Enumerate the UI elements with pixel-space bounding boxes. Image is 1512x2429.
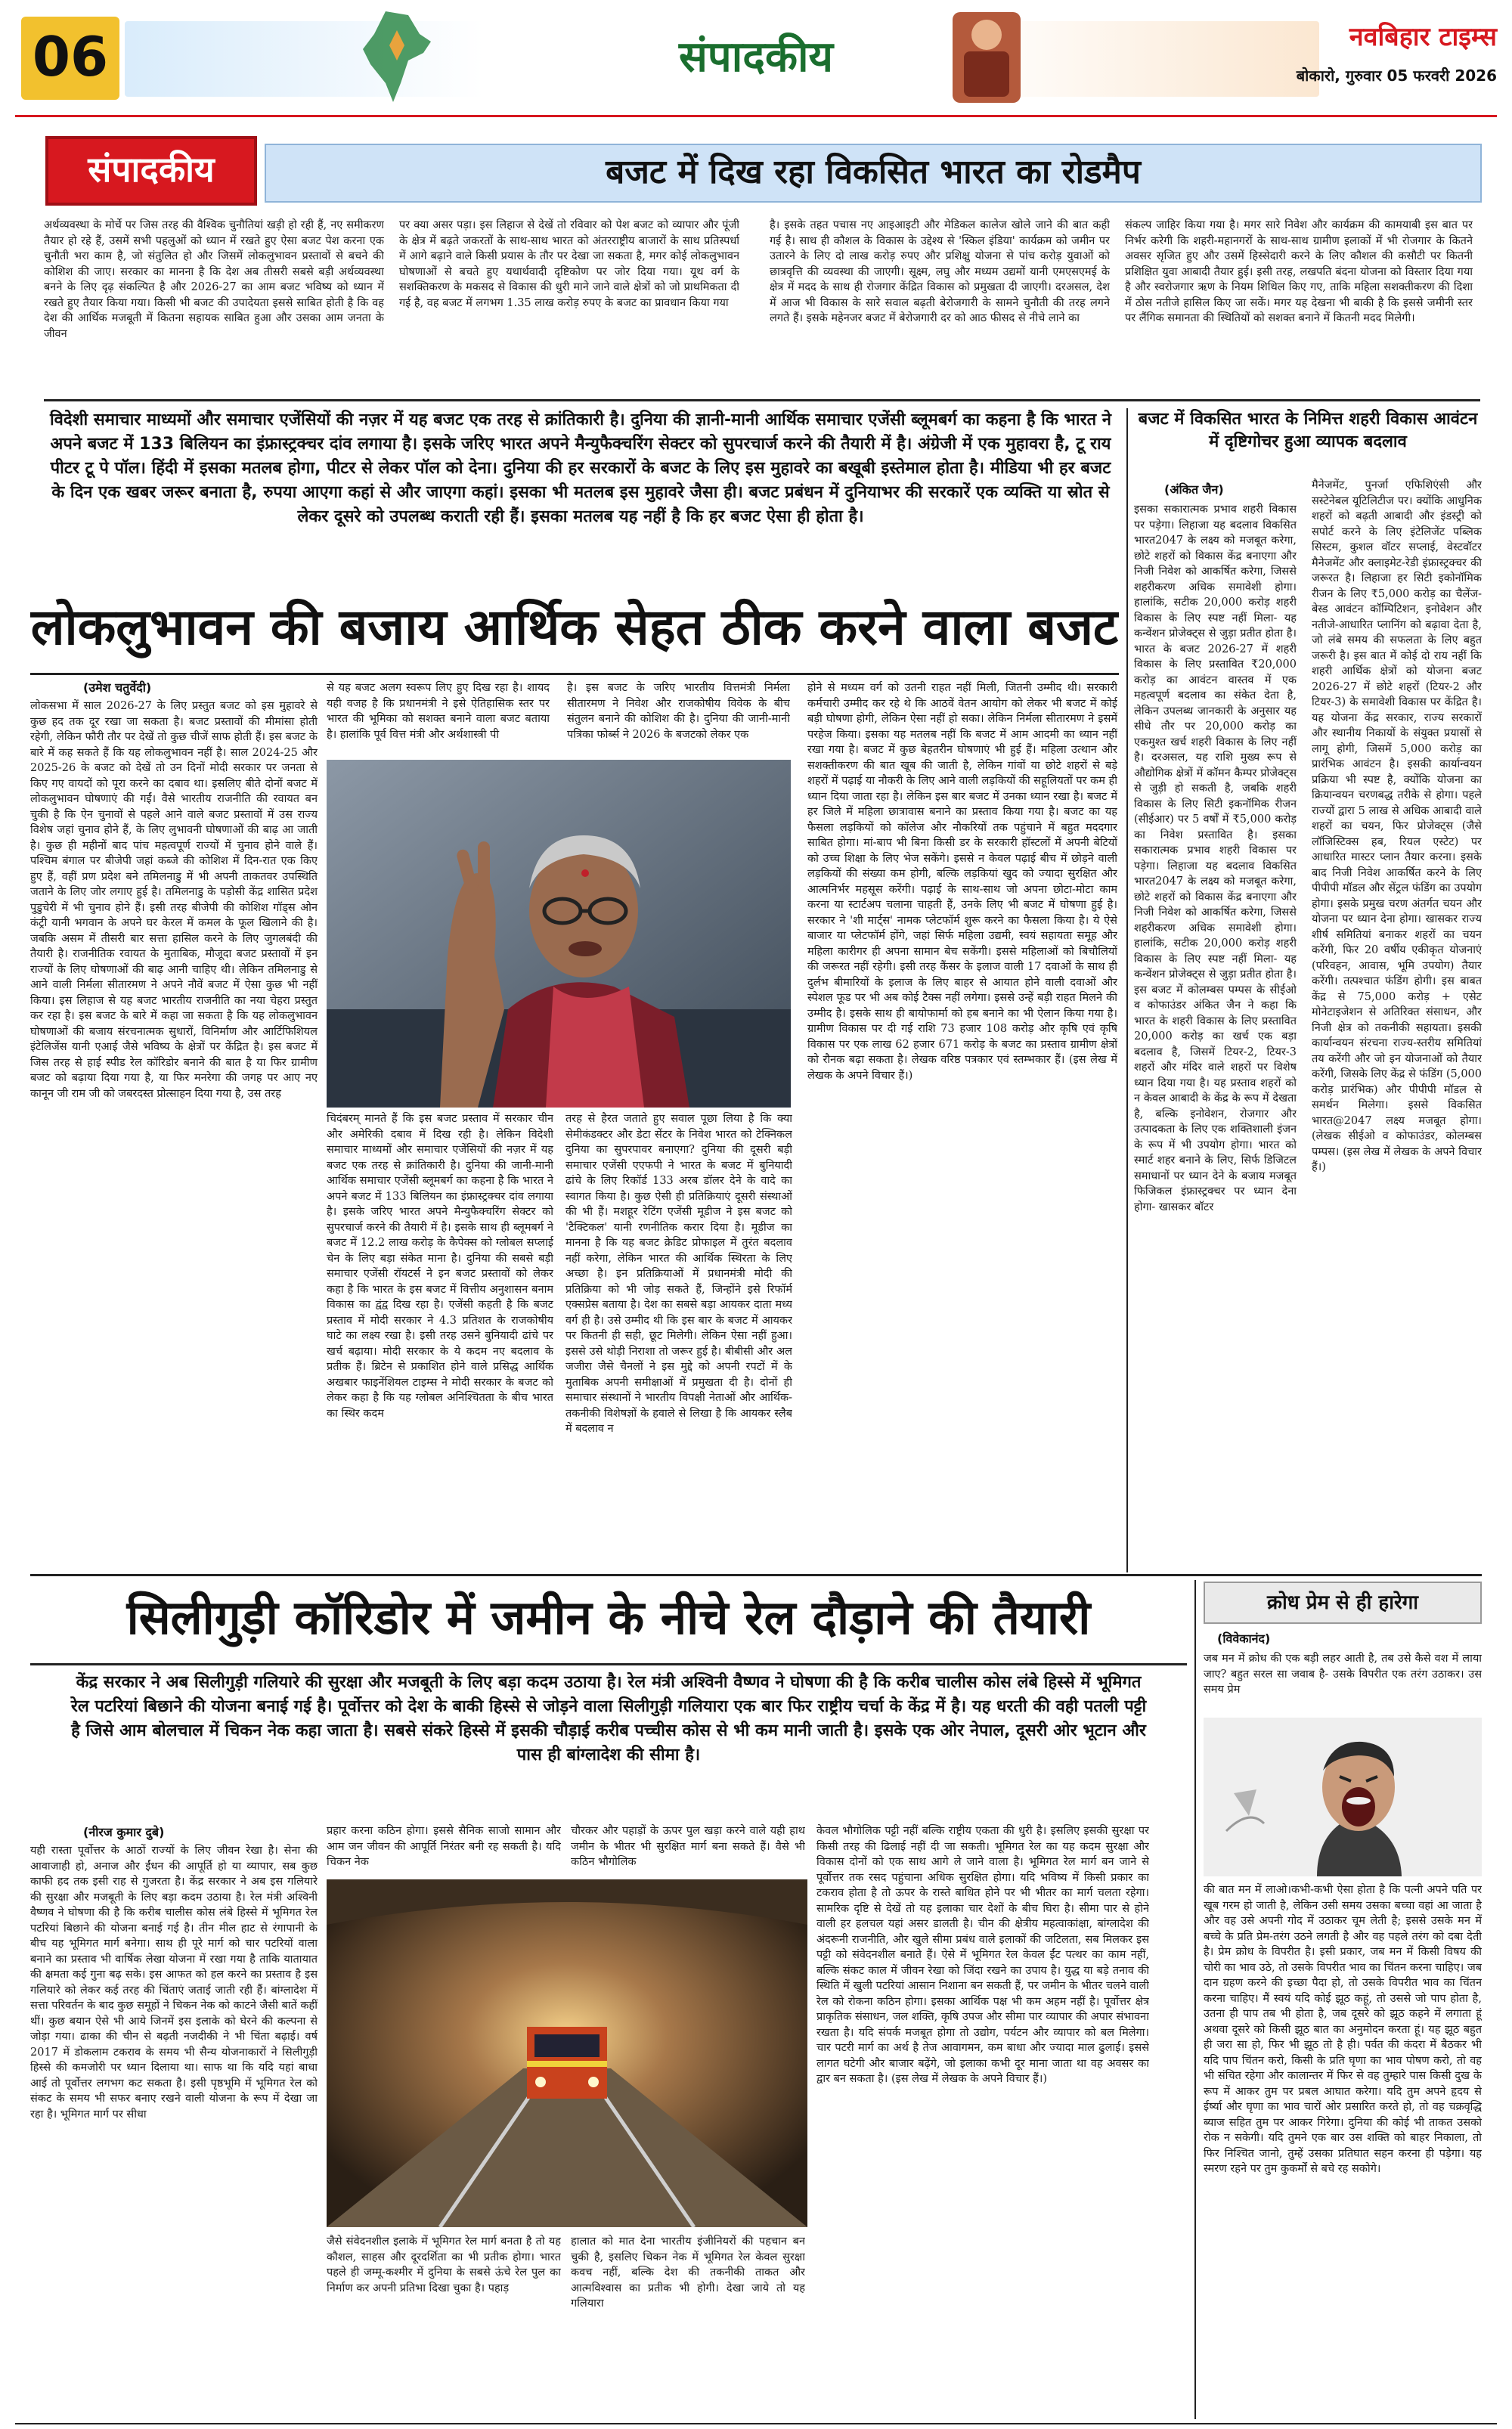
rail-intro: केंद्र सरकार ने अब सिलीगुड़ी गलियारे की सुरक्षा और मजबूती के लिए बड़ा कदम उठाया है। रेल मंत्री अश्विनी वैष्णव ने घोषणा की है कि करीब चालीस कोस लंबे हिस्से में भूमिगत रेल पटरियां बिछाने की योजना बनाई गई है। पूर्वोत्तर को देश के बाकी हिस्से से जोड़ने वाला सिलीगुड़ी गलियारा एक बार फिर राष्ट्रीय चर्चा के केंद्र में है। यह धरती की वही पतली पट्टी है जिसे आम बोलचाल में चिकन नेक कहा जाता है। सबसे संकरे हिस्से में इसकी चौड़ाई करीब पच्चीस कोस से भी कम मानी जाती है। इसके एक ओर नेपाल, दूसरी ओर भूटान और पास ही बांग्लादेश की सीमा है। xyxy=(70,1673,1147,1764)
rail-byline: (नीरज कुमार दुबे) xyxy=(83,1825,165,1839)
page-bottom-rule xyxy=(15,2423,1497,2424)
page-section-title: संपादकीय xyxy=(679,33,833,82)
budget-photo-graphic xyxy=(945,5,1028,103)
lead-lower-column-1: चिदंबरम् मानते हैं कि इस बजट प्रस्ताव में सरकार चीन और अमेरिकी दबाव में दिख रही है। लेकिन विदेशी समाचार माध्यमों और समाचार एजेंसियों की नज़र में यह बजट एक तरह से क्रांतिकारी है। दुनिया की जानी-मानी आर्थिक समाचार एजेंसी ब्लूमबर्ग का कहना है कि भारत ने अपने बजट में 133 बिलियन का इंफ्रास्ट्रक्चर दांव लगाया है। इसके जरिए भारत अपने मैन्युफैक्चरिंग सेक्टर को सुपरचार्ज करने की तैयारी में है। इसके साथ ही ब्लूमबर्ग ने बजट में 12.2 लाख करोड़ के कैपेक्स को ग्लोबल सप्लाई चेन के लिए बड़ा संकेत माना है। दुनिया की सबसे बड़ी समाचार एजेंसी रॉयटर्स ने इन बजट प्रस्तावों को लेकर कहा है कि भारत के इस बजट में वित्तीय अनुशासन बनाम विकास का द्वंद्व दिख रहा है। एजेंसी कहती है कि बजट प्रस्ताव में मोदी सरकार ने 4.3 प्रतिशत के राजकोषीय घाटे का लक्ष्य रखा है। इसी तरह उसने बुनियादी ढांचे पर खर्च बढ़ाया। मोदी सरकार के ये कदम नए बदलाव के प्रतीक हैं। ब्रिटेन से प्रकाशित होने वाले प्रसिद्ध आर्थिक अखबार फाइनेंशियल टाइम्स ने मोदी सरकार के बजट को लेकर कहा है कि यह ग्लोबल अनिश्चितता के बीच भारत का स्थिर कदम xyxy=(327,1113,553,1420)
rail-column-3-top: चौरकर और पहाड़ों के ऊपर पुल खड़ा करने वाले यही हाथ जमीन के भीतर भी सुरक्षित मार्ग बना सकते हैं। वैसे भी कठिन भौगोलिक xyxy=(571,1825,805,1868)
lead-column-3: है। इस बजट के जरिए भारतीय वित्तमंत्री निर्मला सीतारमण ने निवेश और राजकोषीय विवेक के बीच संतुलन बनाने की कोशिश की है। दुनिया की जानी-मानी पत्रिका फोर्ब्स ने 2026 के बजटको लेकर एक xyxy=(567,682,790,741)
lead-intro: विदेशी समाचार माध्यमों और समाचार एजेंसियों की नज़र में यह बजट एक तरह से क्रांतिकारी है। दुनिया की ज्ञानी-मानी आर्थिक समाचार एजेंसी ब्लूमबर्ग का कहना है कि भारत ने अपने बजट में 133 बिलियन का इंफ्रास्ट्रक्चर दांव लगाया है। इसके जरिए भारत अपने मैन्युफैक्चरिंग सेक्टर को सुपरचार्ज करने की तैयारी में है। अंग्रेजी में एक मुहावरा है, टू राय पीटर टू पे पॉल। हिंदी में इसका मतलब होगा, पीटर से लेकर पॉल को देना। दुनिया की हर सरकारों के बजट के लिए इस मुहावरे का बखूबी इस्तेमाल होता है। मीडिया भी हर बजट के दिन एक खबर जरूर बनाता है, रुपया आएगा कहां से और जाएगा कहां। इसका भी मतलब इस मुहावरे जैसा ही। बजट प्रबंधन में दुनियाभर की सरकारें एक व्यक्ति या स्रोत से लेकर दूसरे को उपलब्ध कराती रही हैं। इसका मतलब यह नहीं है कि हर बजट ऐसा ही होता है। xyxy=(49,411,1112,526)
lead-headline-rule xyxy=(30,673,1119,675)
rail-column-1: यही रास्ता पूर्वोत्तर के आठों राज्यों के लिए जीवन रेखा है। सेना की आवाजाही हो, अनाज और ईंधन की आपूर्ति हो या व्यापार, सब कुछ काफी हद तक इसी राह से गुजरता है। केंद्र सरकार ने अब इस गलियारे की सुरक्षा और मजबूती के लिए बड़ा कदम उठाया है। रेल मंत्री अश्विनी वैष्णव ने घोषणा की है कि करीब चालीस कोस लंबे हिस्से में भूमिगत रेल पटरियां बिछाने की योजना बनाई गई है। तीन मील हाट से रंगापानी के बीच यह भूमिगत मार्ग बनेगा। साथ ही पूरे मार्ग को चार पटरियों वाला बनाने का प्रस्ताव भी वार्षिक लेखा योजना में रखा गया है ताकि यातायात की क्षमता कई गुना बढ़ सके। इस आफत को हल करने का प्रस्ताव है इस गलियारे को लेकर कई तरह की चिंताएं जताई जाती रही हैं। बांग्लादेश में सत्ता परिवर्तन के बाद कुछ समूहों ने चिकन नेक को काटने जैसी बातें कहीं थीं। कुछ बयान ऐसे भी आये जिनमें इस इलाके को घेरने की कल्पना से जोड़ा गया। ढाका की चीन से बढ़ती नजदीकी ने भी चिंता बढ़ाई। वर्ष 2017 में डोकलाम टकराव के समय भी सैन्य योजनाकारों ने सिलीगुड़ी हिस्से की कमजोरी पर ध्यान दिलाया था। साफ था कि यदि यहां बाधा आई तो पूर्वोत्तर लगभग कट सकता है। इसी पृष्ठभूमि में भूमिगत रेल को संकट के समय भी सफर बनाए रखने वाली योजना के रूप में देखा जा रहा है। भूमिगत मार्ग पर सीधा xyxy=(30,1845,318,2121)
masthead xyxy=(0,0,1512,136)
editorial-bottom-rule xyxy=(44,399,1480,401)
sidebar-top-headline: बजट में विकसित भारत के निमित्त शहरी विकास आवंटन में दृष्टिगोचर हुआ व्यापक बदलाव xyxy=(1138,410,1478,451)
rail-image-caption: जैसे संवेदनशील इलाके में भूमिगत रेल मार्ग बनता है तो यह कौशल, साहस और दूरदर्शिता का भी प्रतीक होगा। भारत पहले ही जम्मू-कश्मीर में दुनिया के सबसे ऊंचे रेल पुल का निर्माण कर अपनी प्रतिभा दिखा चुका है। पहाड़ xyxy=(327,2235,561,2294)
sidebar-top-column-2: मैनेजमेंट, पुनर्जा एफिशिएंसी और सस्टेनेबल यूटिलिटीज पर। क्योंकि आधुनिक शहरों को बढ़ती आबादी और इंडस्ट्री को सपोर्ट करने के लिए इंटेलिजेंट पब्लिक सिस्टम, कुशल वॉटर सप्लाई, वेस्टवॉटर मैनेजमेंट और क्लाइमेट-रेडी इंफ्रास्ट्रक्चर की जरूरत है। लिहाजा हर सिटी इकोनॉमिक रीजन के लिए ₹5,000 करोड़ का चैलेंज-बेस्ड आवंटन कॉम्पिटिशन, इनोवेशन और नतीजे-आधारित प्लानिंग को बढ़ावा देता है, जो लंबे समय की सफलता के लिए बहुत जरूरी है। इस बात में कोई दो राय नहीं कि शहरी आर्थिक क्षेत्रों को योजना बजट 2026-27 में छोटे शहरों (टियर-2 और टियर-3) के समावेशी विकास पर केंद्रित है। यह योजना केंद्र सरकार, राज्य सरकारों और स्थानीय निकायों के संयुक्त प्रयासों से लागू होगी, जिसमें 5,000 करोड़ का प्रारंभिक आवंटन है। इसकी कार्यान्वयन प्रक्रिया भी स्पष्ट है, क्योंकि योजना का क्रियान्वयन चरणबद्ध तरीके से होगा। पहले राज्यों द्वारा 5 लाख से अधिक आबादी वाले शहरों का चयन, फिर प्रोजेक्ट्स (जैसे लॉजिस्टिक्स हब, रियल एस्टेट) पर आधारित मास्टर प्लान तैयार करना। इसके बाद निजी निवेश आकर्षित करने के लिए पीपीपी मॉडल और सेंट्रल फंडिंग का उपयोग होगा। इसके प्रमुख चरण अंतर्गत चयन और योजना पर ध्यान देना होगा। खासकर राज्य शीर्ष समितियां बनाकर शहरों का चयन करेंगी, फिर 20 वर्षीय एकीकृत योजनाएं (परिवहन, आवास, भूमि उपयोग) तैयार करेंगी। तत्पश्चात फंडिंग होगी। इस बाबत केंद्र से 75,000 करोड़ + एसेट मोनेटाइजेशन से अतिरिक्त संसाधन, और निजी क्षेत्र को तकनीकी सहायता। इसकी कार्यान्वयन संरचना राज्य-स्तरीय समितियां तय करेंगी और जो इन योजनाओं को तैयार करेंगी, जिसके लिए केंद्र से फंडिंग (5,000 करोड़ प्रारंभिक) और पीपीपी मॉडल से समर्थन मिलेगा। इससे विकसित भारत@2047 लक्ष्य मजबूत होगा। (लेखक सीईओ व कोफाउंडर, कोलम्बस पम्पस। (इस लेख में लेखक के अपने विचार हैं।) xyxy=(1312,479,1482,1173)
page-number: 06 xyxy=(32,25,109,88)
rail-tunnel-photo xyxy=(327,1879,807,2227)
sidebar-bottom-body: की बात मन में लाओ।कभी-कभी ऐसा होता है कि पत्नी अपने पति पर खूब गरम हो जाती है, लेकिन उसी समय उसका बच्चा वहां आ जाता है और वह उसे अपनी गोद में उठाकर चूम लेती है; इससे उसके मन में बच्चे के प्रति प्रेम-तरंग उठने लगती है और वह पहले तरंग को दबा देती है। प्रेम क्रोध के विपरीत है। इसी प्रकार, जब मन में किसी विषय की चोरी का भाव उठे, तो उसके विपरीत भाव का चिंतन करना चाहिए। जब दान ग्रहण करने की इच्छा पैदा हो, तो उसके विपरीत भाव का चिंतन करना चाहिए। मैं स्वयं यदि कोई झूठ कहूं, तो उससे जो पाप होता है, उतना ही पाप तब भी होता है, जब दूसरे को झूठ कहने में लगाता हूं अथवा दूसरे को किसी झूठ बात का अनुमोदन करता हूं। यह झूठ बहुत ही जरा सा हो, फिर भी झूठ तो है ही। पर्वत की कंदरा में बैठकर भी यदि पाप चिंतन करो, किसी के प्रति घृणा का भाव पोषण करो, तो वह भी संचित रहेगा और कालान्तर में फिर से वह तुम्हारे पास किसी दुख के रूप में आकर तुम पर प्रबल आघात करेगा। यदि तुम अपने हृदय से ईर्ष्या और घृणा का भाव चारों ओर प्रसारित करते हो, तो वह चक्रवृद्धि ब्याज सहित तुम पर आकर गिरेगा। दुनिया की कोई भी ताकत उसको रोक न सकेगी। यदि तुमने एक बार उस शक्ति को बाहर निकाला, तो फिर निश्चित जानो, तुम्हें उसका प्रतिघात सहन करना ही पड़ेगा। यह स्मरण रहने पर तुम कुकर्मों से बचे रह सकोगे। xyxy=(1204,1884,1482,2175)
editorial-headline: बजट में दिख रहा विकसित भारत का रोडमैप xyxy=(606,153,1141,191)
sidebar-bottom-intro: जब मन में क्रोध की एक बड़ी लहर आती है, तब उसे कैसे वश में लाया जाए? बहुत सरल सा जवाब है- उसके विपरीत एक तरंग उठाकर। उस समय प्रेम xyxy=(1204,1653,1482,1696)
rail-vertical-rule xyxy=(1194,1580,1196,2419)
rail-headline: सिलीगुड़ी कॉरिडोर में जमीन के नीचे रेल दौड़ाने की तैयारी xyxy=(126,1590,1091,1645)
lead-vertical-rule xyxy=(1126,408,1128,1572)
finance-minister-photo xyxy=(327,760,791,1108)
rail-column-2-top: प्रहार करना कठिन होगा। इससे सैनिक साजो सामान और आम जन जीवन की आपूर्ति निरंतर बनी रह सकती है। यदि चिकन नेक xyxy=(327,1825,561,1868)
sidebar-bottom-byline: (विवेकानंद) xyxy=(1217,1631,1271,1646)
dateline: बोकारो, गुरुवार 05 फरवरी 2026 xyxy=(1296,67,1497,85)
lead-headline: लोकलुभावन की बजाय आर्थिक सेहत ठीक करने वाला बजट xyxy=(30,598,1119,656)
rail-column-3-bottom: हालात को मात देना भारतीय इंजीनियरों की पहचान बन चुकी है, इसलिए चिकन नेक में भूमिगत रेल केवल सुरक्षा कवच नहीं, बल्कि देश की तकनीकी ताकत और आत्मविश्वास का प्रतीक भी होगी। देखा जाये तो यह गलियारा xyxy=(571,2235,805,2310)
editorial-column-3: है। इसके तहत पचास नए आइआइटी और मेडिकल कालेज खोले जाने की बात कही गई है। साथ ही कौशल के विकास के उद्देश्य से 'स्किल इंडिया' कार्यक्रम को जमीन पर उतारने के लिए दो लाख करोड़ रुपए और प्रशिक्षु योजना से पांच करोड़ युवाओं को छात्रवृत्ति की व्यवस्था की जाएगी। सूक्ष्म, लघु और मध्यम उद्यमों यानी एमएसएमई के क्षेत्र में मदद के साथ ही रोजगार केंद्रित विकास को प्रमुखता दी जाएगी। दरअसल, देश में आज भी विकास के सारे सवाल बढ़ती बेरोजगारी के सामने चुनौती की तरह लगने लगते हैं। इसके महेनजर बजट में बेरोजगारी दर को आठ फीसद से नीचे लाने का xyxy=(770,219,1110,324)
editorial-column-2: पर क्या असर पड़ा। इस लिहाज से देखें तो रविवार को पेश बजट को व्यापार और पूंजी के क्षेत्र में बढ़ते जकरतों के साथ-साथ भारत को अंतरराष्ट्रीय बाजारों के साथ प्रतिस्पर्धा में आगे बढ़ाने वाले किसी प्रयास के तौर पर देखा जा सकता है, मगर कोई लोकलुभावन घोषणाओं से बचते हुए यथार्थवादी दृष्टिकोण पर जोर दिया गया। यूथ वर्ग के सशक्तिकरण के मकसद से विकास की धुरी माने जाने वाले क्षेत्रों को जो प्राथमिकता दी गई है, वह बजट में लगभग 1.35 लाख करोड़ रुपए के बजट का प्रावधान किया गया xyxy=(399,219,739,309)
rail-column-4: केवल भौगोलिक पट्टी नहीं बल्कि राष्ट्रीय एकता की धुरी है। इसलिए इसकी सुरक्षा पर किसी तरह की ढिलाई नहीं दी जा सकती। भूमिगत रेल का यह कदम सुरक्षा और विकास दोनों को एक साथ आगे ले जाने वाला है। भूमिगत रेल मार्ग बन जाने से पूर्वोत्तर तक रसद पहुंचाना अधिक सुरक्षित होगा। यदि भविष्य में किसी प्रकार का टकराव होता है तो ऊपर के रास्ते बाधित होने पर भी भीतर का मार्ग चलता रहेगा। सामरिक दृष्टि से देखें तो यह इलाका चार देशों के बीच घिरा है। सीमा पार से होने वाली हर हलचल यहां असर डालती है। चीन की क्षेत्रीय महत्वाकांक्षा, बांग्लादेश की अंदरूनी राजनीति, और खुले सीमा प्रबंध वाले इलाकों की जटिलता, सब मिलकर इस पट्टी को संवेदनशील बनाते हैं। ऐसे में भूमिगत रेल केवल ईंट पत्थर का काम नहीं, बल्कि संकट काल में जीवन रेखा को जिंदा रखने का उपाय है। युद्ध या बड़े तनाव की स्थिति में खुली पटरियां आसान निशाना बन सकती हैं, पर जमीन के भीतर चलने वाली रेल को रोकना कठिन होगा। इसका आर्थिक पक्ष भी कम अहम नहीं है। पूर्वोत्तर क्षेत्र प्राकृतिक संसाधन, जल शक्ति, कृषि उपज और सीमा पार व्यापार की अपार संभावना रखता है। यदि संपर्क मजबूत होगा तो उद्योग, पर्यटन और व्यापार को बल मिलेगा। चार पटरी मार्ग का अर्थ है तेज आवागमन, कम बाधा और ज्यादा माल ढुलाई। इससे लागत घटेगी और बाजार बढ़ेंगे, जो इलाका कभी दूर माना जाता था वह अवसर का द्वार बन सकता है। (इस लेख में लेखक के अपने विचार हैं।) xyxy=(816,1825,1149,2085)
sidebar-top-byline: (अंकित जैन) xyxy=(1164,482,1224,497)
sidebar-bottom-headline: क्रोध प्रेम से ही हारेगा xyxy=(1267,1591,1418,1614)
editorial-label: संपादकीय xyxy=(88,149,215,190)
lead-column-4: होने से मध्यम वर्ग को उतनी राहत नहीं मिली, जितनी उम्मीद थी। सरकारी कर्मचारी उम्मीद कर रहे थे कि आठवें वेतन आयोग को लेकर भी बजट में कोई बड़ी घोषणा होगी, लेकिन ऐसा नहीं हो सका। लेकिन निर्मला सीतारमण ने इसमें परहेज किया। इसका यह मतलब नहीं कि बजट में आम आदमी का ध्यान नहीं रखा गया है। बजट में कुछ बेहतरीन घोषणाएं भी हुई हैं। महिला उत्थान और सशक्तीकरण की बात खूब की जाती है, लेकिन गांवों या छोटे शहरों से बड़े शहरों में पढ़ाई या नौकरी के लिए आने वाली लड़कियों की सहूलियतों पर कम ही ध्यान दिया जाता रहा है। लेकिन इस बार बजट में उनका ध्यान रखा है। बजट में हर जिले में महिला छात्रावास बनाने का प्रस्ताव किया गया है। बजट का यह फैसला लड़कियों को कॉलेज और नौकरियों तक पहुंचाने में बहुत मददगार साबित होगा। मां-बाप भी बिना किसी डर के सरकारी हॉस्टलों में अपनी बेटियों को उच्च शिक्षा के लिए भेज सकेंगे। इससे न केवल पढ़ाई बीच में छोड़ने वाली लड़कियों की संख्या कम होगी, बल्कि लड़कियां खुद को ज्यादा सुरक्षित और आत्मनिर्भर महसूस करेंगी। पढ़ाई के साथ-साथ जो अपना छोटा-मोटा काम करना या स्टार्टअप चलाना चाहती हैं, उनके लिए भी बजट में घोषणा हुई है। सरकार ने 'शी मार्ट्स' नामक प्लेटफॉर्म शुरू करने का फैसला किया है। ये ऐसे बाजार या प्लेटफॉर्म होंगे, जहां सिर्फ महिला उद्यमी, स्वयं सहायता समूह और महिला कारीगर ही अपना सामान बेच सकेंगी। इससे महिलाओं को बिचौलियों की जरूरत नहीं रहेगी। इसी तरह कैंसर के इलाज वाली 17 दवाओं के साथ ही दुर्लभ बीमारियों के इलाज के लिए बाहर से आयात होने वाली दवाओं और स्पेशल फूड पर भी अब कोई टैक्स नहीं लगेगा। इससे उन्हें बड़ी राहत मिलने की उम्मीद है। इसके साथ ही बायोफार्मा को हब बनाने का भी ऐलान किया गया है। ग्रामीण विकास पर दी गई राशि 73 हजार 108 करोड़ और कृषि एवं कृषि विकास पर एक लाख 62 हजार 671 करोड़ के बजट का प्रस्ताव ग्रामीण क्षेत्रों को रौनक बढ़ा सकता है। लेखक वरिष्ठ पत्रकार एवं स्तम्भकार हैं। (इस लेख में लेखक के अपने विचार हैं।) xyxy=(807,682,1117,1082)
paper-name: नवबिहार टाइम्स xyxy=(1349,22,1497,52)
editorial-column-1: अर्थव्यवस्था के मोर्चे पर जिस तरह की वैश्विक चुनौतियां खड़ी हो रही हैं, नए समीकरण तैयार हो रहे हैं, उसमें सभी पहलुओं को ध्यान में रखते हुए ऐसा बजट पेश करना एक चुनौती भरा काम है, जो संतुलित हो और जिसमें लोकलुभावन प्रस्तावों से बचने की कोशिश की जाए। सरकार का मानना है कि देश अब तीसरी सबसे बड़ी अर्थव्यवस्था बनने के लिए दृढ़ संकल्पित है और 2026-27 का आम बजट भविष्य को ध्यान में रखते हुए तैयार किया गया। किसी भी बजट की उपादेयता इससे साबित होती है कि वह देश की आर्थिक मजबूती में कितना सहायक साबित हुआ और उसका आम जनता के जीवन xyxy=(44,219,384,340)
lead-column-1: लोकसभा में साल 2026-27 के लिए प्रस्तुत बजट को इस मुहावरे से कुछ हद तक दूर रखा जा सकता है। बजट प्रस्तावों की मीमांसा होती रहेगी, लेकिन फौरी तौर पर देखें तो कुछ चीजें साफ होती हैं। इस बजट के बारे में कह सकते हैं कि यह लोकलुभावन नहीं है। साल 2024-25 और 2025-26 के बजट को देखें तो उन दिनों मोदी सरकार पर जनता से किए गए वायदों को पूरा करने का दबाव था। इसलिए बीते दोनों बजट में लोकलुभावन घोषणाएं की गईं। वैसे भारतीय राजनीति की रवायत बन चुकी है कि ऐन चुनावों से पहले आने वाले बजट प्रस्तावों में उस राज्य विशेष जहां चुनाव होने हैं, के लिए लुभावनी घोषणाओं की बाढ़ आ जाती है। कुछ ही महीनों बाद पांच महत्वपूर्ण राज्यों में चुनाव होने वाले हैं। पश्चिम बंगाल पर बीजेपी जहां कब्जे की कोशिश में दिन-रात एक किए हुए हैं, वहीं प्रण प्रदेश बने तमिलनाडु में भी अपनी ताकतवर उपस्थिति जताने के लिए जोर लगाए हुई है। तमिलनाडु के पड़ोसी केंद्र शासित प्रदेश पुडुचेरी में भी चुनाव होने हैं। इसी तरह बीजेपी की कोशिश गॉड्स ओन कंट्री यानी भगवान के अपने घर केरल में कमल के फूल खिलाने की है। जबकि असम में तीसरी बार सत्ता हासिल करने के लिए जुगलबंदी की तैयारी है। राजनीतिक रवायत के मुताबिक, मौजूदा बजट प्रस्तावों में इन राज्यों के लिए घोषणाओं की बाढ़ आनी चाहिए थी। लेकिन तमिलनाडु से आने वाली निर्मला सीतारमण ने अपने नौवें बजट में ऐसा कुछ भी नहीं किया। इस लिहाज से यह बजट भारतीय राजनीति का नया चेहरा प्रस्तुत कर रहा है। इस बजट के बारे में कहा जा सकता है कि यह लोकलुभावन घोषणाओं की बजाय संरचनात्मक सुधारों, विनिर्माण और आर्टिफिशियल इंटेलिजेंस यानी एआई जैसे भविष्य के क्षेत्रों पर केंद्रित है। इस बजट में जिस तरह से हाई स्पीड रेल कॉरिडोर बनाने की बात है या फिर ग्रामीण बजट को बढ़ाया दिया गया है, या फिर मनरेगा की जगह पर आए नए कानून जी राम जी को जबरदस्त प्रोत्साहन दिया गया है, उस तरह xyxy=(30,700,318,1100)
lead-column-2: से यह बजट अलग स्वरूप लिए हुए दिख रहा है। शायद यही वजह है कि प्रधानमंत्री ने इसे ऐतिहासिक स्तर पर भारत की भूमिका को सशक्त बनाने वाला बजट बताया है। हालांकि पूर्व वित्त मंत्री और अर्थशास्त्री पी xyxy=(327,682,550,741)
india-map-graphic xyxy=(355,8,438,106)
lead-byline: (उमेश चतुर्वेदी) xyxy=(83,680,152,695)
masthead-rule xyxy=(15,115,1497,117)
sidebar-top-column-1: इसका सकारात्मक प्रभाव शहरी विकास पर पड़ेगा। लिहाजा यह बदलाव विकसित भारत2047 के लक्ष्य को मजबूत करेगा, छोटे शहरों को विकास केंद्र बनाएगा और निजी निवेश को आकर्षित करेगा, जिससे शहरीकरण अधिक समावेशी होगा। हालांकि, सटीक 20,000 करोड़ शहरी विकास के लिए स्पष्ट नहीं मिला- यह कन्वेंशन प्रोजेक्ट्स से जुड़ा प्रतीत होता है। भारत के बजट 2026-27 में शहरी विकास के लिए प्रस्तावित ₹20,000 करोड़ का आवंटन वास्तव में एक महत्वपूर्ण बदलाव का संकेत देता है, लेकिन उपलब्ध जानकारी के अनुसार यह सीधे तौर पर 20,000 करोड़ का एकमुश्त खर्च शहरी विकास के लिए नहीं है। दरअसल, यह राशि मुख्य रूप से औद्योगिक क्षेत्रों में कॉमन कैम्पर प्रोजेक्ट्स से जुड़ी हो सकती है, जबकि शहरी विकास के लिए सिटी इकनॉमिक रीजन (सीईआर) पर 5 वर्षों में ₹5,000 करोड़ का निवेश प्रस्तावित है। इसका सकारात्मक प्रभाव शहरी विकास पर पड़ेगा। लिहाजा यह बदलाव विकसित भारत2047 के लक्ष्य को मजबूत करेगा, छोटे शहरों को विकास केंद्र बनाएगा और निजी निवेश को आकर्षित करेगा, जिससे शहरीकरण अधिक समावेशी होगा। हालांकि, सटीक 20,000 करोड़ शहरी विकास के लिए स्पष्ट नहीं मिला- यह कन्वेंशन प्रोजेक्ट्स से जुड़ा प्रतीत होता है। इस बजट में कोलम्बस पम्पस के सीईओ व कोफाउंडर अंकित जैन ने कहा कि भारत के शहरी विकास के लिए प्रस्तावित 20,000 करोड़ का खर्च एक बड़ा बदलाव है, जिसमें टियर-2, टियर-3 शहरों और मंदिर वाले शहरों पर विशेष ध्यान दिया गया है। यह प्रस्ताव शहरों को न केवल आबादी के केंद्र के रूप में देखता है, बल्कि इनोवेशन, रोजगार और उत्पादकता के लिए एक शक्तिशाली इंजन के रूप में भी उपयोग होगा। भारत को स्मार्ट शहर बनाने के लिए, सिर्फ डिजिटल समाधानों पर ध्यान देने के बजाय मजबूत फिजिकल इंफ्रास्ट्रक्चर पर ध्यान देना होगा- खासकर बॉटर xyxy=(1134,503,1297,1213)
lead-lower-column-2: तरह से हैरत जताते हुए सवाल पूछा लिया है कि क्या सेमीकंडक्टर और डेटा सेंटर के निवेश भारत को टेक्निकल दुनिया का सुपरपावर बनाएगा? दुनिया की दूसरी बड़ी समाचार एजेंसी एएफपी ने भारत के बजट में बुनियादी ढांचे के लिए रिकॉर्ड 133 अरब डॉलर देने के वादे का स्वागत किया है। कुछ ऐसी ही प्रतिक्रियाएं दूसरी संस्थाओं की भी हैं। मशहूर रेटिंग एजेंसी मूडीज ने इस बजट को 'टैक्टिकल' यानी रणनीतिक करार दिया है। मूडीज का मानना है कि यह बजट क्रेडिट प्रोफाइल में तुरंत बदलाव नहीं करेगा, लेकिन भारत की आर्थिक स्थिरता के लिए अच्छा है। इन प्रतिक्रियाओं में प्रधानमंत्री मोदी की प्रतिक्रिया को भी जोड़ सकते हैं, जिन्होंने इसे रिफॉर्म एक्सप्रेस बताया है। देश का सबसे बड़ा आयकर दाता मध्य वर्ग ही है। उसे उम्मीद थी कि इस बार के बजट में आयकर पर कितनी ही सही, छूट मिलेगी। लेकिन ऐसा नहीं हुआ। इससे उसे थोड़ी निराशा तो जरूर हुई है। बीबीसी और अल जजीरा जैसे चैनलों ने इस मुद्दे को अपनी रपटों में के मुताबिक अपनी समीक्षाओं में प्रमुखता दी है। दोनों ही समाचार संस्थानों ने भारतीय विपक्षी नेताओं और आर्थिक-तकनीकी विशेषज्ञों के हवाले से लिखा है कि आयकर स्लैब में बदलाव न xyxy=(565,1113,792,1435)
rail-headline-rule xyxy=(30,1663,1187,1665)
lead-bottom-rule xyxy=(30,1574,1482,1576)
anger-photo xyxy=(1204,1718,1482,1876)
editorial-column-4: संकल्प जाहिर किया गया है। मगर सारे निवेश और कार्यक्रम की कामयाबी इस बात पर निर्भर करेगी कि शहरी-महानगरों के साथ-साथ ग्रामीण इलाकों में भी रोजगार के कितने अवसर सृजित हुए और उसमें हिस्सेदारी करने के लिए कौशल की कसौटी पर कितनी प्रशिक्षित युवा आबादी तैयार हुई। इसी तरह, लखपति बंदना योजना को विस्तार दिया गया है और स्वरोजगार ऋण के नियम शिथिल किए गए, ताकि महिला सशक्तीकरण की दिशा में ठोस नतीजे हासिल किए जा सकें। मगर यह देखना भी बाकी है कि इससे जमीनी स्तर पर लैंगिक समानता की स्थितियों को सशक्त बनाने में कितनी मदद मिलेगी। xyxy=(1125,219,1473,324)
